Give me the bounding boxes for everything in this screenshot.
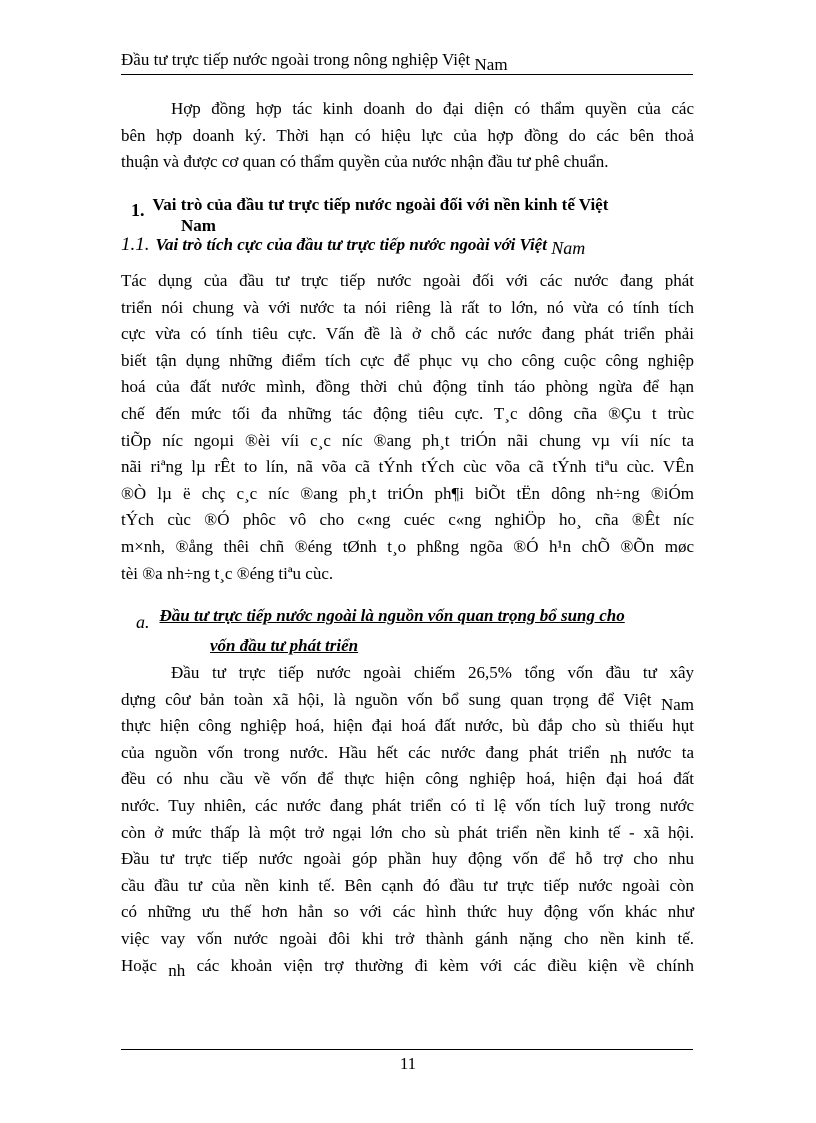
paragraph-role [121,268,694,587]
header-title: Đầu tư trực tiếp nước ngoài trong nông nghiệp Việt [121,50,471,69]
paragraph-line: tiÕp níc ngoµi ®èi víi c¸c níc ®ang ph¸t triÓn nãi chung vµ víi níc ta [121,430,694,450]
section-1-heading [131,194,701,235]
section-1-1-heading [121,234,585,256]
section-a-number: a. [136,612,150,632]
paragraph-line [121,899,694,926]
line-text: dựng côư bản toàn xã hội, là nguồn vốn bổ sung quan trọng để Việt [121,689,652,709]
paragraph-line: tÝch cùc ®Ó phôc vô cho c«ng cuéc c«ng nghiÖp ho¸ cña ®Êt níc [121,510,694,530]
paragraph-line: m×nh, ®ång thêi chñ ®éng tØnh t¸o phßng ngõa ®Ó h¹n chÕ ®Õn møc [121,536,694,556]
intro-line: bên hợp doanh ký. Thời hạn có hiệu lực của hợp đồng do các bên thoả [121,125,694,145]
line-subscript: Nam [660,694,695,714]
paragraph-line [121,926,694,953]
intro-line: thuận và được cơ quan có thẩm quyền của nước nhận đầu tư phê chuẩn. [121,152,609,172]
paragraph-line: chế đến mức tối đa những tác động tiêu cực. T¸c dông cña ®Çu t trùc [121,403,694,423]
line-subscript: nh [168,960,186,980]
paragraph-line: Tác dụng của đầu tư trực tiếp nước ngoài đối với các nước đang phát [121,271,694,290]
paragraph-line [121,820,694,847]
section-1-1-title-sub: Nam [551,238,586,258]
line-text: Hoặc [121,955,157,975]
page-number: 11 [399,1054,417,1073]
paragraph-line: biết tận dụng những điểm tích cực để phục vụ cho công cuộc công nghiệp [121,350,694,370]
section-1-title-wrap: Nam [181,216,216,235]
section-1-1-title: Vai trò tích cực của đầu tư trực tiếp nước ngoài với Việt [155,235,547,254]
paragraph-line: cực vừa có tính tiêu cực. Vấn đề là ở chỗ các nước đang phát triển phải [121,324,694,344]
paragraph-line [121,793,694,820]
line-text-after: các khoản viện trợ thường đi kèm với các điều kiện về chính [185,955,694,975]
line-text: Đầu tư trực tiếp nước ngoài chiếm 26,5% tổng vốn đầu tư xây [171,663,694,682]
paragraph-line: tèi ®a nh÷ng t¸c ®éng tiªu cùc. [121,563,334,583]
section-1-title: Vai trò của đầu tư trực tiếp nước ngoài đối với nền kinh tế Việt [152,195,609,214]
paragraph-line: nãi riªng lµ rÊt to lín, nã võa cã tÝnh tÝch cùc võa cã tÝnh tiªu cùc. VÊn [121,457,694,477]
line-text: cầu đầu tư của nền kinh tế. Bên cạnh đó đầu tư trực tiếp nước ngoài còn [121,875,694,895]
paragraph-line [121,846,694,873]
paragraph-line: triển nói chung và với nước ta nói riêng là rất to lớn, nó vừa có tính tích [121,297,694,317]
section-a-title: Đầu tư trực tiếp nước ngoài là nguồn vốn quan trọng bổ sung cho [159,606,625,625]
paragraph-line [121,873,694,900]
line-text: của nguồn vốn trong nước. Hầu hết các nước đang phát triển [121,742,600,762]
paragraph-line [121,713,694,740]
line-text-after: nước ta [626,742,695,762]
line-text: nước. Tuy nhiên, các nước đang phát triển có tỉ lệ vốn tích luỹ trong nước [121,795,694,815]
line-text: đều có nhu cầu về vốn để thực hiện công nghiệp hoá, hiện đại hoá đất [121,769,694,789]
paragraph-capital [121,660,694,979]
line-text: việc vay vốn nước ngoài đôi khi trở thành gánh nặng cho nền kinh tế. [121,928,694,948]
intro-line: Hợp đồng hợp tác kinh doanh do đại diện có thẩm quyền của các [171,99,694,118]
section-1-1-number: 1.1. [121,234,150,255]
paragraph-line [121,687,694,714]
section-a-heading [136,605,625,632]
intro-paragraph [121,96,694,176]
header-title-sub: Nam [474,55,508,74]
line-text: có những ưu thế hơn hẳn so với các hình thức huy động vốn khác như [121,902,694,922]
line-text: còn ở mức thấp là một trở ngại lớn cho sù phát triển nền kinh tế - xã hội. [121,822,694,842]
section-a-title-wrap: vốn đầu tư phát triển [210,636,359,655]
running-header [121,50,693,75]
paragraph-line: hoá của đất nước mình, đồng thời chủ động tỉnh táo phòng ngừa để hạn [121,377,694,397]
paragraph-line [121,953,694,980]
paragraph-line [121,766,694,793]
line-text: thực hiện công nghiệp hoá, hiện đại hoá đất nước, bù đắp cho sù thiếu hụt [121,716,694,736]
line-subscript: nh [609,747,627,767]
paragraph-line: ®Ò lµ ë chç c¸c níc ®ang ph¸t triÓn ph¶i biÕt tËn dông nh÷ng ®iÓm [121,483,694,503]
footer-rule [121,1049,693,1050]
line-text: Đầu tư trực tiếp nước ngoài góp phần huy động vốn để hỗ trợ cho nhu [121,849,694,869]
paragraph-line [121,660,694,687]
section-1-number: 1. [131,200,145,220]
paragraph-line [121,740,694,767]
